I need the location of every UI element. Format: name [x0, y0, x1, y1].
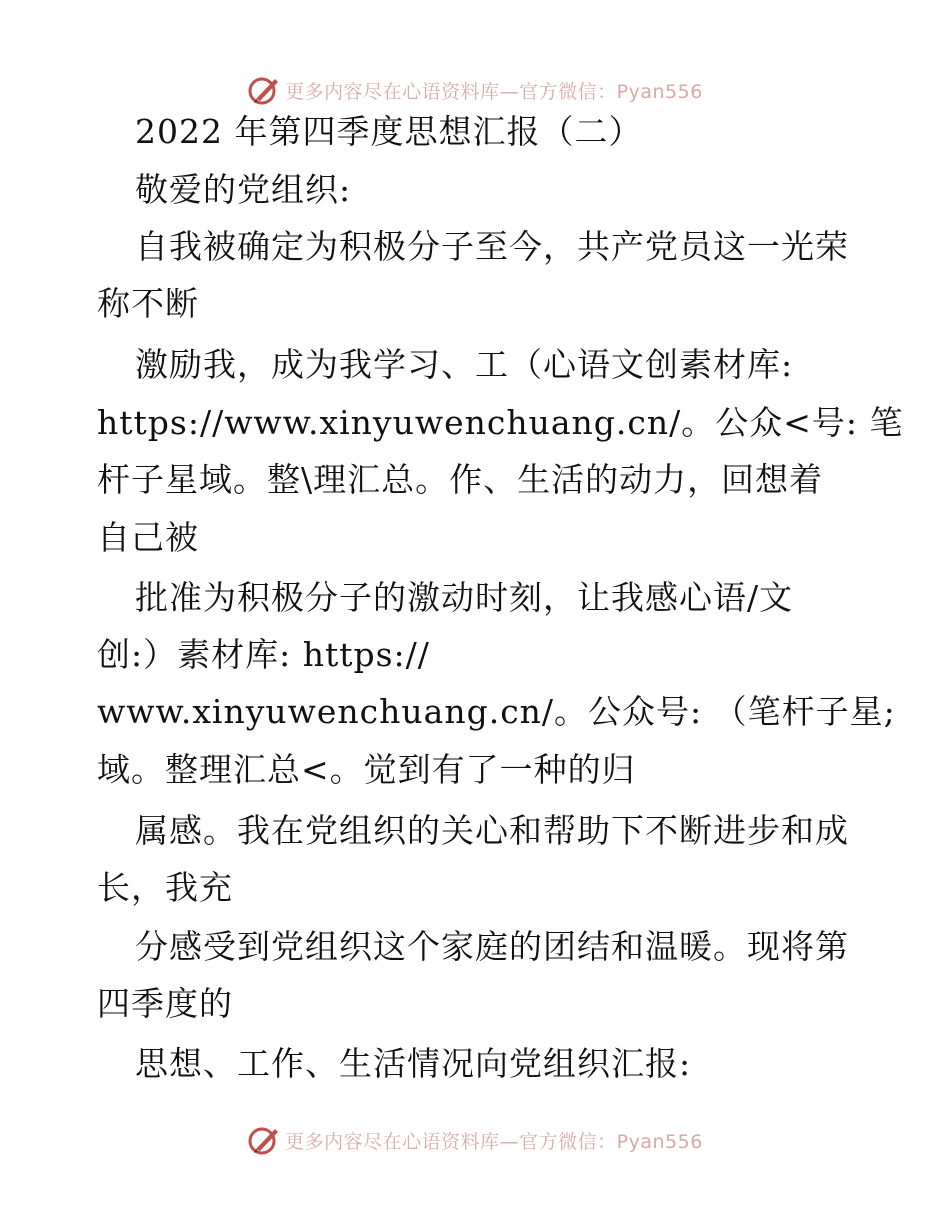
body-line: 域。整理汇总<。觉到有了一种的归 [97, 750, 636, 789]
footer-watermark-banner [0, 1120, 950, 1160]
body-line: 属感。我在党组织的关心和帮助下不断进步和成 [135, 811, 849, 850]
body-line: 思想、工作、生活情况向党组织汇报: [135, 1044, 692, 1083]
body-line: https://www.xinyuwenchuang.cn/。公众<号: 笔 [97, 403, 904, 442]
body-line: 杆子星域。整\理汇总。作、生活的动力，回想着 [97, 460, 824, 499]
watermark-text: 更多内容尽在心语资料库—官方微信：Pyan556 [285, 1130, 703, 1153]
body-line: 自我被确定为积极分子至今，共产党员这一光荣 [135, 227, 849, 266]
salutation: 敬爱的党组织: [135, 170, 352, 209]
body-line: 四季度的 [97, 984, 233, 1023]
body-line: 批准为积极分子的激动时刻，让我感心语/文 [135, 578, 794, 617]
body-line: 自己被 [97, 518, 199, 557]
document-title: 2022 年第四季度思想汇报（二） [135, 112, 643, 151]
body-line: 长，我充 [97, 868, 233, 907]
body-line: 称不断 [97, 284, 199, 323]
quill-pen-circle-icon [247, 1123, 281, 1157]
body-line: 激励我，成为我学习、工（心语文创素材库: [135, 345, 794, 384]
header-watermark-banner [0, 70, 950, 110]
watermark-text: 更多内容尽在心语资料库—官方微信：Pyan556 [285, 80, 703, 103]
body-line: www.xinyuwenchuang.cn/。公众号: （笔杆子星; [97, 692, 896, 731]
body-line: 创:）素材库: https:// [97, 635, 430, 674]
body-line: 分感受到党组织这个家庭的团结和温暖。现将第 [135, 927, 849, 966]
quill-pen-circle-icon [247, 73, 281, 107]
